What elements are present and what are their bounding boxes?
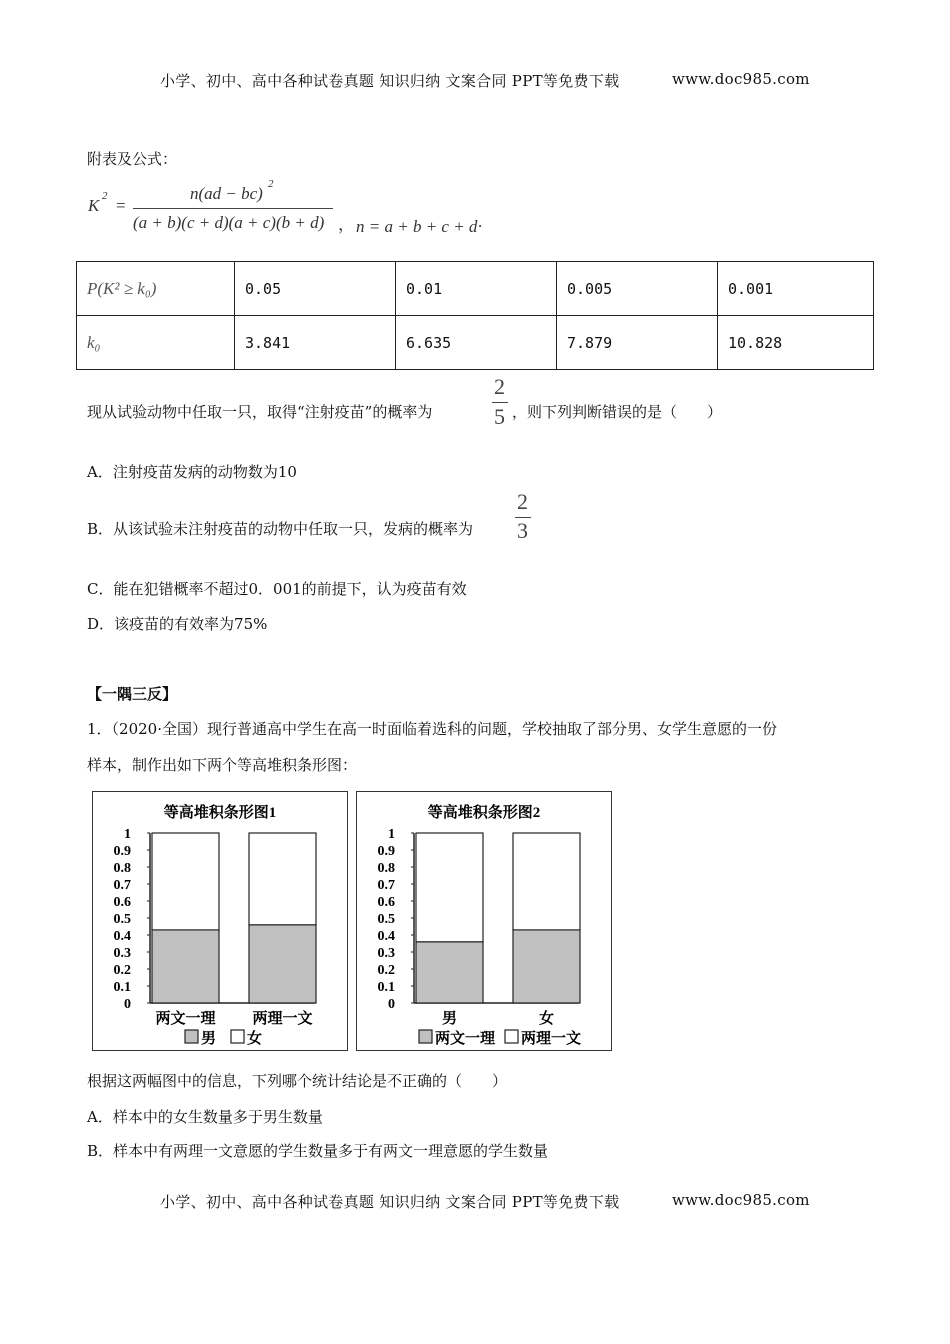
legend-swatch	[185, 1030, 198, 1043]
chart-2-frame	[356, 791, 612, 1051]
legend-swatch	[505, 1030, 518, 1043]
y-tick-label: 0.3	[113, 946, 131, 961]
option-b-numerator: 2	[517, 489, 528, 514]
bar-segment-两文一理	[513, 930, 580, 1003]
table-cell: 0.05	[235, 262, 396, 316]
y-tick-label: 1	[124, 827, 131, 842]
section-title: 【一隅三反】	[87, 685, 178, 703]
formula-n-definition: n = a + b + c + d	[356, 217, 478, 236]
option-d: D．该疫苗的有效率为75%	[87, 615, 268, 633]
table-cell: 7.879	[557, 316, 718, 370]
q1-text-line1: 1．（2020·全国）现行普通高中学生在高一时面临着选科的问题，学校抽取了部分男、女学生意愿的一份	[87, 720, 777, 738]
option-b-denominator: 3	[517, 518, 528, 543]
formula-denominator: (a + b)(c + d)(a + c)(b + d)	[133, 213, 325, 232]
option-b: B．从该试验未注射疫苗的动物中任取一只，发病的概率为	[87, 520, 474, 538]
q1-text-line2: 样本，制作出如下两个等高堆积条形图：	[87, 756, 358, 774]
legend-label: 女	[247, 1031, 263, 1047]
stacked-bar-chart-1	[93, 792, 347, 1050]
bar-segment-男	[152, 930, 219, 1003]
option-a: A．注射疫苗发病的动物数为10	[87, 463, 297, 481]
header-text: 小学、初中、高中各种试卷真题 知识归纳 文案合同 PPT等免费下载	[160, 72, 620, 90]
y-tick-label: 0.7	[113, 878, 131, 893]
y-tick-label: 0.6	[377, 895, 395, 910]
y-tick-label: 0.1	[377, 980, 395, 995]
question-stem-before: 现从试验动物中任取一只，取得“注射疫苗”的概率为	[87, 403, 433, 421]
x-category-label: 两文一理	[155, 1011, 216, 1027]
y-tick-label: 0.5	[113, 912, 131, 927]
y-tick-label: 0.2	[113, 963, 131, 978]
header-site-link[interactable]: www.doc985.com	[672, 70, 810, 88]
y-tick-label: 1	[388, 827, 395, 842]
formula-numerator: n(ad − bc)	[190, 184, 263, 203]
bar-segment-两理一文	[416, 833, 483, 942]
legend-swatch	[419, 1030, 432, 1043]
formula-period: .	[478, 212, 483, 231]
y-tick-label: 0.9	[377, 844, 395, 859]
footer-site-link[interactable]: www.doc985.com	[672, 1191, 810, 1209]
formula-lhs: K	[88, 196, 100, 215]
critical-value-table	[76, 261, 874, 370]
formula-lhs-exponent: 2	[102, 190, 108, 202]
chart-title: 等高堆积条形图1	[163, 805, 277, 821]
bar-segment-两文一理	[416, 942, 483, 1003]
x-category-label: 男	[441, 1011, 458, 1027]
bar-segment-两理一文	[513, 833, 580, 930]
fraction-numerator: 2	[494, 374, 505, 399]
formula-equals: =	[116, 196, 126, 215]
q1-option-b: B．样本中有两理一文意愿的学生数量多于有两文一理意愿的学生数量	[87, 1142, 549, 1160]
x-category-label: 女	[538, 1011, 555, 1027]
table-cell: 0.01	[396, 262, 557, 316]
footer-text: 小学、初中、高中各种试卷真题 知识归纳 文案合同 PPT等免费下载	[160, 1193, 620, 1211]
chart-1-frame	[92, 791, 348, 1051]
bar-segment-男	[249, 925, 316, 1003]
x-category-label: 两理一文	[252, 1011, 313, 1027]
y-tick-label: 0.4	[113, 929, 131, 944]
fraction-bar	[492, 402, 508, 403]
table-cell: k₀	[77, 316, 235, 370]
y-tick-label: 0.5	[377, 912, 395, 927]
stacked-bar-chart-2	[357, 792, 611, 1050]
legend-label: 男	[201, 1031, 217, 1047]
y-tick-label: 0	[124, 997, 131, 1012]
table-cell: 6.635	[396, 316, 557, 370]
y-tick-label: 0	[388, 997, 395, 1012]
option-c: C．能在犯错概率不超过0．001的前提下，认为疫苗有效	[87, 580, 467, 598]
y-tick-label: 0.2	[377, 963, 395, 978]
table-cell: 3.841	[235, 316, 396, 370]
table-row	[77, 262, 874, 316]
q1-question: 根据这两幅图中的信息，下列哪个统计结论是不正确的（ ）	[87, 1072, 508, 1090]
formula-separator: ，	[338, 215, 355, 234]
y-tick-label: 0.1	[113, 980, 131, 995]
table-cell: P(K² ≥ k₀)	[77, 262, 235, 316]
bar-segment-女	[249, 833, 316, 925]
chart-title: 等高堆积条形图2	[427, 805, 541, 821]
table-row	[77, 316, 874, 370]
table-cell: 0.005	[557, 262, 718, 316]
formula-numerator-exponent: 2	[268, 178, 274, 190]
y-tick-label: 0.8	[377, 861, 395, 876]
legend-swatch	[231, 1030, 244, 1043]
y-tick-label: 0.8	[113, 861, 131, 876]
legend-label: 两文一理	[435, 1031, 496, 1047]
legend-label: 两理一文	[521, 1031, 582, 1047]
y-tick-label: 0.3	[377, 946, 395, 961]
table-cell: 10.828	[718, 316, 874, 370]
appendix-title: 附表及公式：	[87, 150, 178, 168]
formula-fraction-bar	[133, 208, 333, 209]
y-tick-label: 0.7	[377, 878, 395, 893]
fraction-denominator: 5	[494, 404, 505, 429]
question-stem-after: ，则下列判断错误的是（ ）	[512, 403, 723, 421]
y-tick-label: 0.6	[113, 895, 131, 910]
table-cell: 0.001	[718, 262, 874, 316]
y-tick-label: 0.4	[377, 929, 395, 944]
q1-option-a: A．样本中的女生数量多于男生数量	[87, 1108, 323, 1126]
bar-segment-女	[152, 833, 219, 930]
y-tick-label: 0.9	[113, 844, 131, 859]
